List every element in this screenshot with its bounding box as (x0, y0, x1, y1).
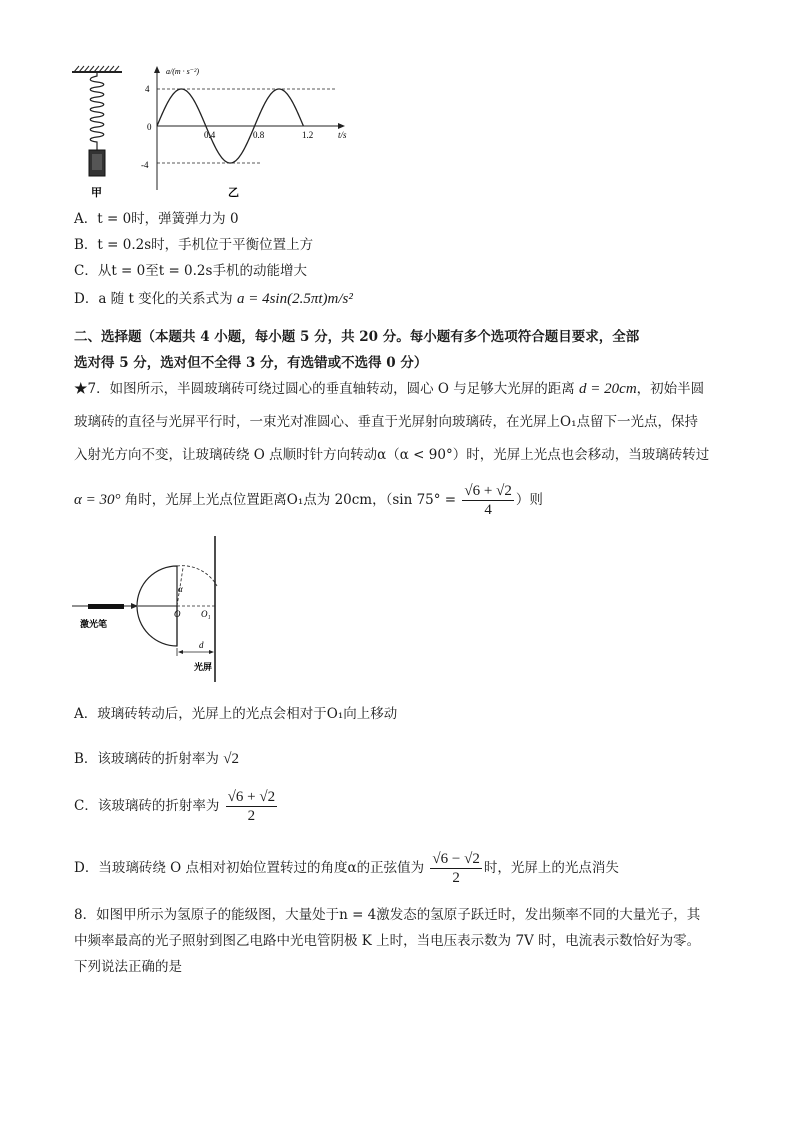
section2-line2: 选对得 5 分，选对但不全得 3 分，有选错或不选得 0 分） (74, 355, 428, 371)
q7-option-a: A．玻璃砖转动后，光屏上的光点会相对于O₁向上移动 (74, 706, 398, 722)
y-tick-0: 0 (147, 122, 152, 132)
y-tick-neg4: -4 (141, 160, 149, 170)
alpha-label: α (178, 584, 183, 594)
q7-option-b (74, 749, 239, 769)
o-label: O (174, 609, 181, 619)
q6-option-a: A．t = 0时，弹簧弹力为 0 (74, 211, 239, 227)
q7-option-b-value: √2 (223, 751, 239, 767)
q6-option-c: C．从t = 0至t = 0.2s手机的动能增大 (74, 263, 307, 279)
q7-option-d (74, 848, 619, 888)
laser-pen (88, 604, 124, 609)
q7-line4 (74, 480, 543, 520)
q7-option-c-denominator: 2 (247, 808, 256, 824)
spring (90, 72, 104, 150)
q7-option-d-numerator: √6 − √2 (432, 851, 480, 867)
x-tick-0-8: 0.8 (253, 130, 265, 140)
q7-line1-end: ，初始半圆 (636, 381, 705, 397)
figure-spring-graph (70, 62, 370, 202)
q7-line3: 入射光方向不变，让玻璃砖绕 O 点顺时针方向转动α（α < 90°）时，光屏上光点也会移动，当玻璃砖转过 (74, 447, 710, 463)
q6-option-b: B．t = 0.2s时，手机位于平衡位置上方 (74, 237, 314, 253)
q7-option-d-text: D．当玻璃砖绕 O 点相对初始位置转过的角度α的正弦值为 (74, 860, 425, 876)
q7-line2: 玻璃砖的直径与光屏平行时，一束光对准圆心、垂直于光屏射向玻璃砖，在光屏上O₁点留下一光点，保持 (74, 414, 698, 430)
section2-line1: 二、选择题（本题共 4 小题，每小题 5 分，共 20 分。每小题有多个选项符合题目要求，全部 (74, 329, 640, 345)
q6-option-d-text: D．a 随 t 变化的关系式为 (74, 291, 233, 307)
q7-option-c-numerator: √6 + √2 (227, 789, 276, 805)
q8-line2: 中频率最高的光子照射到图乙电路中光电管阴极 K 上时，当电压表示数为 7V 时，电流表示数恰好为零。 (74, 933, 701, 949)
laser-label: 激光笔 (80, 619, 108, 629)
q6-option-d-formula: a = 4sin(2.5πt)m/s² (236, 291, 353, 307)
x-axis-label: t/s (338, 130, 347, 140)
sin75-denominator: 4 (484, 502, 492, 518)
y-tick-4: 4 (145, 84, 150, 94)
q7-line4-text: 角时，光屏上光点位置距离O₁点为 20cm，（sin 75° = (124, 492, 457, 508)
q8-line1: 8．如图甲所示为氢原子的能级图，大量处于n = 4激发态的氢原子跃迁时，发出频率不同的大量光子，其 (74, 907, 701, 923)
sin75-numerator: √6 + √2 (464, 483, 512, 499)
o1-label: O₁ (201, 609, 211, 619)
q7-line4-end: ）则 (515, 492, 543, 508)
figure-glass-screen (70, 534, 240, 684)
ceiling-hatch (72, 66, 122, 72)
q7-option-b-text: B．该玻璃砖的折射率为 (74, 751, 219, 767)
sin75-fraction (462, 482, 513, 519)
label-jia: 甲 (91, 187, 102, 199)
q8-line3: 下列说法正确的是 (74, 959, 182, 975)
x-tick-1-2: 1.2 (302, 130, 314, 140)
q7-option-d-fraction (430, 850, 481, 887)
q7-angle: α = 30° (74, 492, 121, 508)
acceleration-time-chart (141, 66, 347, 190)
d-label: d (199, 640, 204, 650)
x-tick-0-4: 0.4 (204, 130, 216, 140)
q7-line1 (74, 379, 704, 399)
q7-option-c-fraction (226, 788, 277, 825)
q7-line1-text: ★7．如图所示，半圆玻璃砖可绕过圆心的垂直轴转动，圆心 O 与足够大光屏的距离 (74, 381, 575, 397)
y-axis-label: a/(m · s⁻²) (166, 67, 200, 76)
q7-option-c (74, 786, 279, 826)
q6-option-d (74, 289, 353, 309)
screen-label: 光屏 (194, 662, 213, 672)
label-yi: 乙 (228, 187, 239, 199)
q7-distance: d = 20cm (579, 381, 637, 397)
q7-option-c-text: C．该玻璃砖的折射率为 (74, 798, 220, 814)
q7-option-d-denominator: 2 (452, 870, 460, 886)
q7-option-d-end: 时，光屏上的光点消失 (483, 860, 619, 876)
